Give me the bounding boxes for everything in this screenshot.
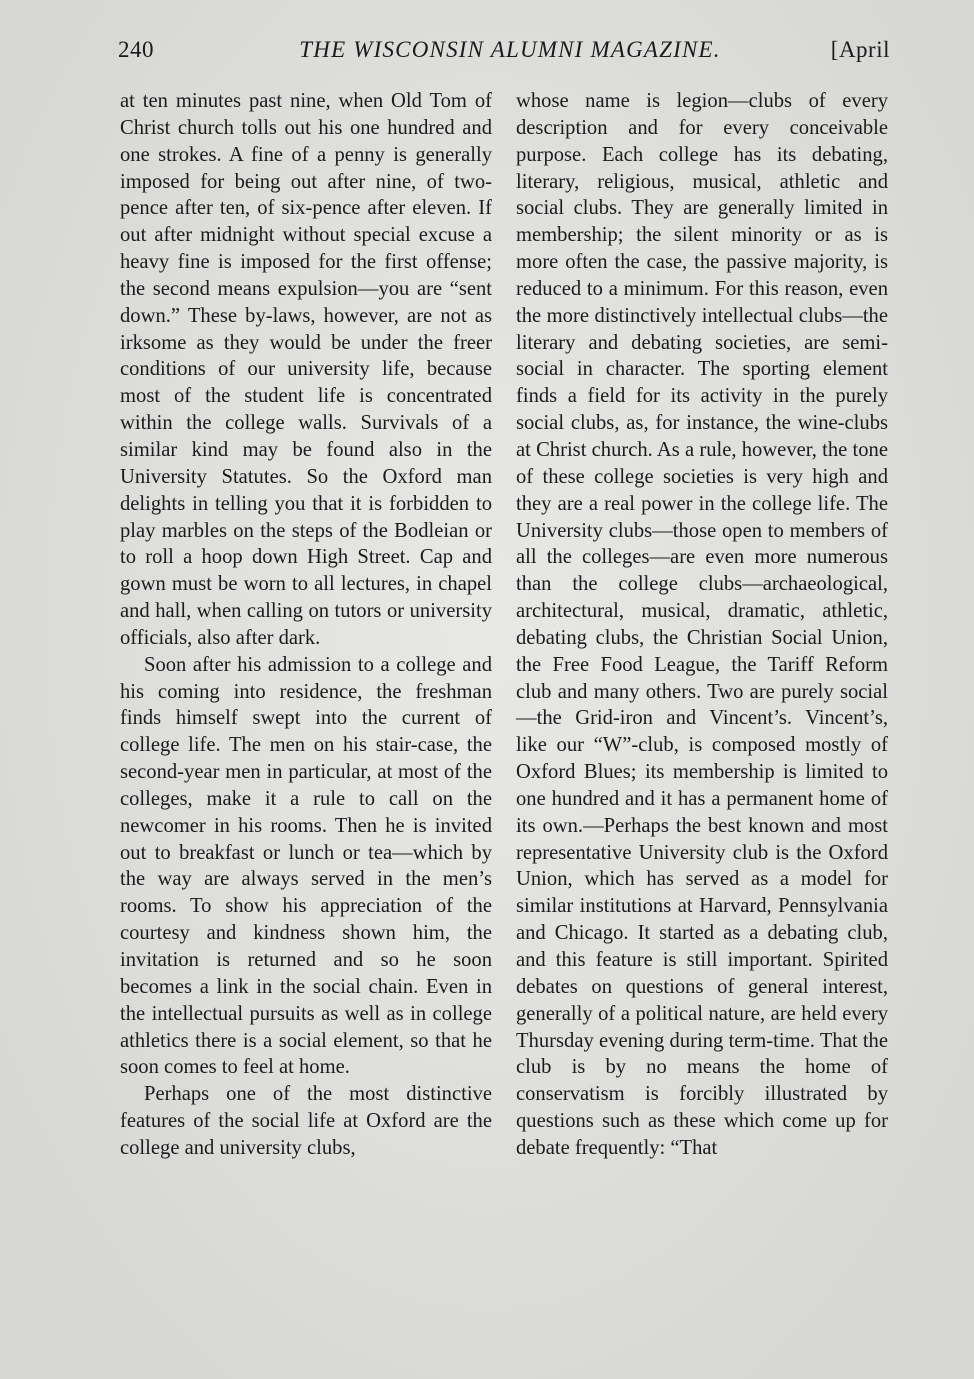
page-number: 240 <box>118 37 154 62</box>
paragraph: whose name is legion—clubs of every description and for every conceivable purpose. Each college has its debating, literary, religious, musical, athletic and social clubs. They are generally limited in membership; the silent minority or as is more often the case, the passive majority, is reduced to a minimum. For this reason, even the more distinctively intellectual clubs—the literary and debating societies, are semi-social in character. The sporting element finds a field for its activity in the purely social clubs, as, for instance, the wine-clubs at Christ church. As a rule, however, the tone of these college societies is very high and they are a real power in the college life. The University clubs—those open to members of all the colleges—are even more numerous than the college clubs—archaeological, architectural, musical, dramatic, athletic, debating clubs, the Christian Social Union, the Free Food League, the Tariff Reform club and many others. Two are purely social—the Grid-iron and Vincent’s. Vincent’s, like our “W”-club, is composed mostly of Oxford Blues; its membership is limited to one hundred and it has a permanent home of its own.—Perhaps the best known and most representative University club is the Oxford Union, which has served as a model for similar institutions at Harvard, Pennsylvania and Chicago. It started as a debating club, and this feature is still important. Spirited debates on questions of general interest, generally of a political nature, are held every Thursday evening during term-time. That the club is by no means the home of conservatism is forcibly illustrated by questions such as these which come up for debate frequently: “That <box>516 90 888 1159</box>
issue-month: [April <box>830 37 890 62</box>
left-column <box>120 88 492 1162</box>
running-header <box>118 34 890 66</box>
right-column <box>516 88 888 1162</box>
paragraph: Soon after his admission to a college and his coming into residence, the freshman finds himself swept into the current of college life. The men on his stair-case, the second-year men in particular, at most of the colleges, make it a rule to call on the newcomer in his rooms. Then he is invited out to breakfast or lunch or tea—which by the way are always served in the men’s rooms. To show his appreciation of the courtesy and kindness shown him, the invitation is returned and so he soon becomes a link in the social chain. Even in the intellectual pursuits as well as in college athletics there is a social element, so that he soon comes to feel at home. <box>120 653 492 1079</box>
journal-title: THE WISCONSIN ALUMNI MAGAZINE. <box>299 37 721 62</box>
paragraph: Perhaps one of the most distinctive features of the social life at Oxford are the college and university clubs, <box>120 1083 492 1159</box>
paragraph: at ten minutes past nine, when Old Tom of Christ church tolls out his one hundred and one strokes. A fine of a penny is generally imposed for being out after nine, of two-pence after ten, of six-pence after eleven. If out after midnight without special excuse a heavy fine is imposed for the first offense; the second means expulsion—you are “sent down.” These by-laws, however, are not as irksome as they would be under the freer conditions of our university life, because most of the student life is concentrated within the college walls. Survivals of a similar kind may be found also in the University Statutes. So the Oxford man delights in telling you that it is forbidden to play marbles on the steps of the Bodleian or to roll a hoop down High Street. Cap and gown must be worn to all lectures, in chapel and hall, when calling on tutors or university officials, also after dark. <box>120 90 492 649</box>
